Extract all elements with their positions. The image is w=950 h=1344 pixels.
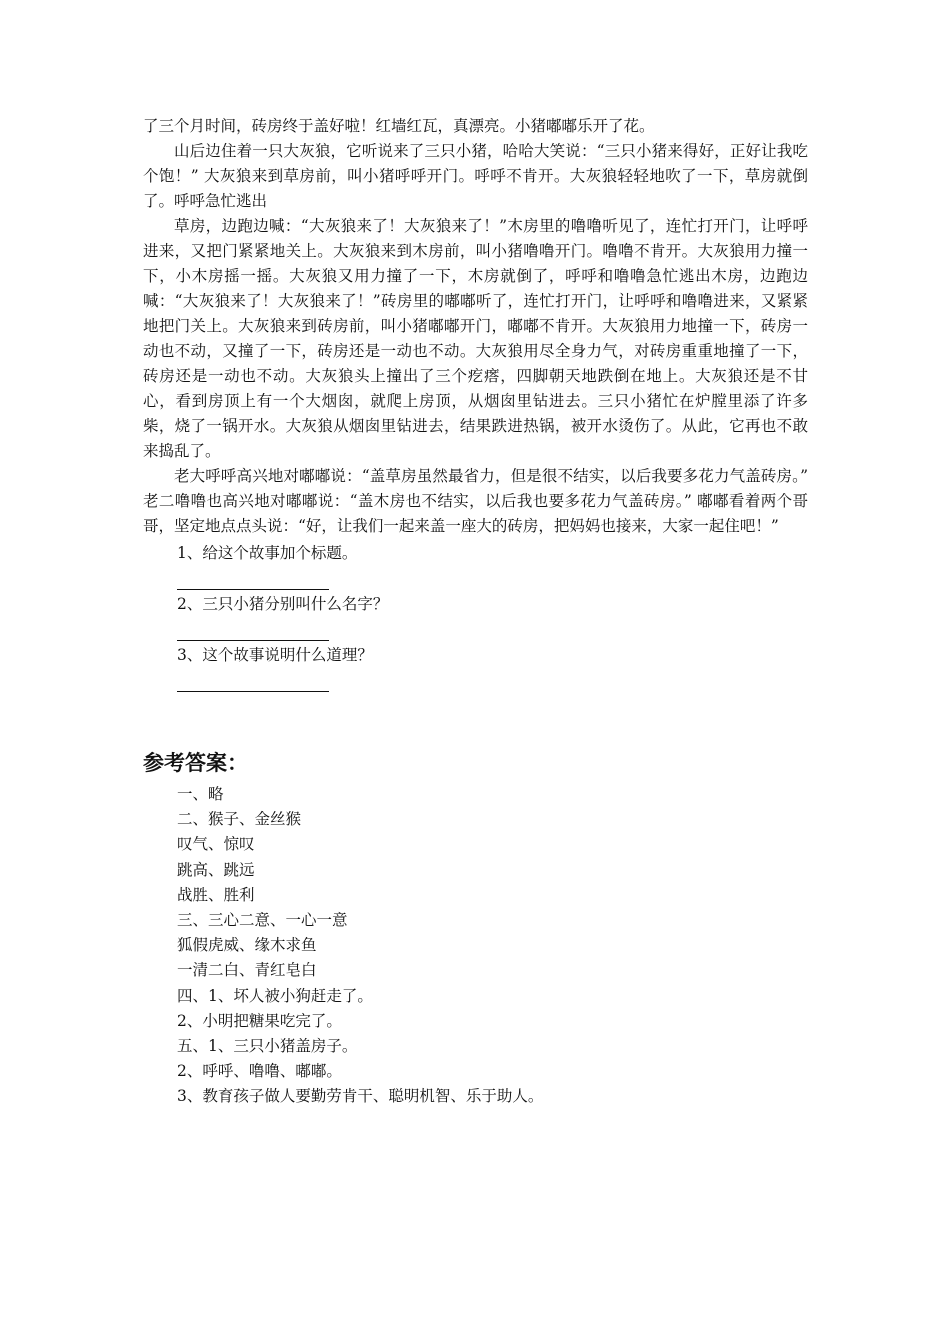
story-paragraph-2: 草房，边跑边喊：“大灰狼来了！大灰狼来了！”木房里的噜噜听见了，连忙打开门，让呼呼进来，又把门紧紧地关上。大灰狼来到木房前，叫小猪噜噜开门。噜噜不肯开。大灰狼用力撞一下，小木房摇一摇。大灰狼又用力撞了一下，木房就倒了，呼呼和噜噜急忙逃出木房，边跑边喊：“大灰狼来了！大灰狼来了！”砖房里的嘟嘟听了，连忙打开门，让呼呼和噜噜进来，又紧紧地把门关上。大灰狼来到砖房前，叫小猪嘟嘟开门，嘟嘟不肯开。大灰狼用力地撞一下，砖房一动也不动，又撞了一下，砖房还是一动也不动。大灰狼用尽全身力气，对砖房重重地撞了一下，砖房还是一动也不动。大灰狼头上撞出了三个疙瘩，四脚朝天地跌倒在地上。大灰狼还是不甘心，看到房顶上有一个大烟囱，就爬上房顶，从烟囱里钻进去。三只小猪忙在炉膛里添了许多柴，烧了一锅开水。大灰狼从烟囱里钻进去，结果跌进热锅，被开水烫伤了。从此，它再也不敢来捣乱了。 <box>143 217 808 460</box>
question-1: 1、给这个故事加个标题。 <box>177 544 358 562</box>
answer-line: 一、略 <box>177 785 224 803</box>
answer-line: 狐假虎威、缘木求鱼 <box>177 936 317 955</box>
answer-blank-3[interactable] <box>177 673 329 692</box>
answers-heading: 参考答案： <box>143 751 248 775</box>
answer-line: 跳高、跳远 <box>177 860 255 879</box>
answer-line: 五、1、三只小猪盖房子。 <box>177 1037 358 1056</box>
answer-line: 四、1、坏人被小狗赶走了。 <box>177 986 373 1005</box>
answer-line: 三、三心二意、一心一意 <box>177 911 348 930</box>
answer-line: 二、猴子、金丝猴 <box>177 810 302 829</box>
answer-line: 一清二白、青红皂白 <box>177 961 317 980</box>
story-paragraph-0: 了三个月时间，砖房终于盖好啦！红墙红瓦，真漂亮。小猪嘟嘟乐开了花。 <box>143 117 655 135</box>
question-list <box>143 539 808 692</box>
answer-line: 战胜、胜利 <box>177 885 255 904</box>
answer-line: 3、教育孩子做人要勤劳肯干、聪明机智、乐于助人。 <box>177 1087 544 1106</box>
document-page <box>143 114 808 1110</box>
answer-list <box>143 782 808 1110</box>
answer-blank-1[interactable] <box>177 571 329 590</box>
answer-line: 2、呼呼、噜噜、嘟嘟。 <box>177 1062 342 1081</box>
question-2: 2、三只小猪分别叫什么名字？ <box>177 595 389 613</box>
answer-blank-2[interactable] <box>177 622 329 641</box>
answer-line: 叹气、惊叹 <box>177 835 255 854</box>
story-paragraph-1: 山后边住着一只大灰狼，它听说来了三只小猪，哈哈大笑说：“三只小猪来得好，正好让我吃个饱！” 大灰狼来到草房前，叫小猪呼呼开门。呼呼不肯开。大灰狼轻轻地吹了一下，草房就倒了。呼呼急忙逃出 <box>143 142 808 210</box>
story-paragraph-3: 老大呼呼高兴地对嘟嘟说：“盖草房虽然最省力，但是很不结实，以后我要多花力气盖砖房。” 老二噜噜也高兴地对嘟嘟说：“盖木房也不结实，以后我也要多花力气盖砖房。” 嘟嘟看着两个哥哥，坚定地点点头说：“好，让我们一起来盖一座大的砖房，把妈妈也接来，大家一起住吧！” <box>143 467 808 535</box>
question-3: 3、这个故事说明什么道理？ <box>177 646 373 664</box>
answer-line: 2、小明把糖果吃完了。 <box>177 1011 342 1030</box>
